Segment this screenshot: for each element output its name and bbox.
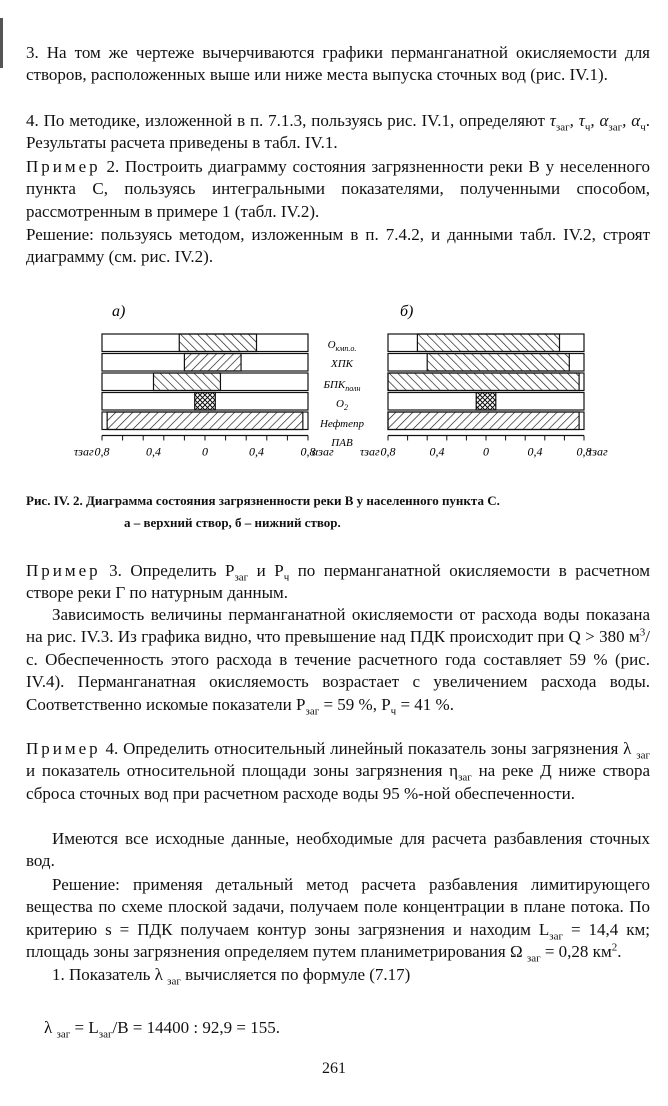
- panel-b-tick-label-1: 0,4: [429, 444, 445, 459]
- example-3-sub-b: ч: [283, 571, 290, 584]
- solution-2-text-c: = 0,28 км: [540, 942, 612, 962]
- alpha-sub: заг: [608, 121, 623, 134]
- panel-a-bar-4: [107, 412, 303, 430]
- caption-prefix: Рис. IV. 2.: [26, 493, 83, 508]
- example-4-sub-a: заг: [636, 749, 650, 762]
- example-4-label: Пример: [26, 739, 101, 758]
- data-paragraph: [26, 828, 650, 873]
- panel-b-bar-4: [388, 412, 579, 430]
- row-label-pav: ПАВ: [331, 437, 353, 449]
- indicator-sub: заг: [167, 975, 181, 988]
- example-3-sub-a: заг: [234, 571, 249, 584]
- method-text-a: 4. По методике, изложенной в п. 7.1.3, пользуясь рис. IV.1, определяют: [26, 111, 550, 130]
- panel-a-axis-right-label: αзаг: [312, 444, 334, 459]
- caption-line-2: а – верхний створ, б – нижний створ.: [124, 515, 341, 530]
- indicator-text-b: вычисляется по формуле (7.17): [180, 965, 411, 984]
- panel-b-bar-3: [476, 393, 496, 411]
- panel-a-bar-1: [184, 354, 241, 372]
- solution-2-sub-1: заг: [549, 930, 564, 943]
- solution-2-sup: 2: [611, 941, 618, 954]
- panel-b-label: б): [400, 303, 414, 320]
- panel-b: [388, 334, 584, 430]
- panel-a-tick-label-4: 0,8: [300, 444, 316, 459]
- tau-ch-symbol: , τ: [569, 111, 585, 130]
- panel-b-bar-1: [427, 354, 569, 372]
- indicator-text-a: 1. Показатель λ: [52, 965, 168, 984]
- figure-caption: [26, 490, 650, 534]
- panel-b-tick-label-4: 0,8: [576, 444, 592, 459]
- example-4-sub-b: заг: [458, 771, 472, 784]
- example-3-text-a: 3. Определить Р: [100, 561, 235, 580]
- panel-b-tick-label-0: 0,8: [380, 444, 396, 459]
- row-label-oil: Нефтепр: [319, 418, 365, 430]
- panel-b-bar-2: [388, 373, 579, 391]
- panel-b-tick-label-2: 0: [483, 444, 489, 459]
- axis-b: [360, 436, 608, 459]
- example-3-text-c: по перманганатной окисляемости в расчетном створе реки Г по натурным данным.: [26, 561, 651, 603]
- lambda-formula: [44, 1018, 280, 1041]
- panel-b-tick-label-3: 0,4: [527, 444, 543, 459]
- page-number: 261: [322, 1060, 346, 1077]
- panel-b-bar-0: [417, 334, 559, 352]
- panel-a-tick-label-3: 0,4: [249, 444, 264, 459]
- alpha-ch-sub: ч: [640, 121, 646, 134]
- tau-ch-sub: ч: [584, 121, 591, 134]
- indicator-paragraph: [26, 964, 650, 986]
- panel-b-axis-left-label: τзаг: [360, 444, 380, 459]
- example-2-text: 2. Построить диаграмму состояния загрязненности реки В у неселенного пункта С, пользуясь интегральными показателями, полученными способом, рассмотренным в примере 1 (табл. IV.2).: [26, 157, 650, 221]
- row-label-o2: $О_2$: [336, 398, 348, 412]
- panel-a-bar-0: [179, 334, 256, 352]
- data-text: Имеются все исходные данные, необходимые для расчета разбавления сточных вод.: [26, 829, 650, 871]
- example-3-label: Пример: [26, 561, 101, 580]
- axis-a: [74, 436, 334, 459]
- caption-line-1: Диаграмма состояния загрязненности реки В у населенного пункта С.: [82, 493, 500, 508]
- row-label-o-kmp: $О_{кмп.о.}$: [327, 339, 357, 353]
- formula-lambda: λ: [44, 1018, 57, 1037]
- scan-edge-mark: [0, 18, 3, 68]
- alpha-symbol: , α: [590, 111, 609, 130]
- dependency-paragraph: [26, 604, 650, 716]
- dependency-sub-2: ч: [390, 705, 397, 718]
- tau-sub: заг: [555, 121, 570, 134]
- formula-rest: /B = 14400 : 92,9 = 155.: [112, 1018, 280, 1037]
- alpha-ch-symbol: , α: [622, 111, 641, 130]
- dependency-text-c: = 59 %, Р: [319, 694, 391, 714]
- example-3: [26, 560, 650, 605]
- tau-symbol: τ: [549, 111, 556, 130]
- example-2: [26, 156, 650, 223]
- pollution-diagram: [0, 290, 668, 490]
- row-labels: [319, 339, 365, 449]
- panel-a-bar-3: [195, 393, 216, 411]
- dependency-sup: 3: [639, 626, 646, 639]
- formula-l: = L: [70, 1018, 99, 1037]
- row-label-bpk: $БПК_{полн}$: [323, 379, 361, 393]
- formula-l-sub: заг: [98, 1028, 113, 1041]
- solution-2-sub-2: заг: [526, 952, 541, 965]
- paragraph-method: [26, 110, 650, 155]
- example-4-text-b: и показатель относительной площади зоны загрязнения η: [26, 761, 459, 781]
- row-label-xpk: ХПК: [331, 358, 353, 370]
- solution-2: [26, 874, 650, 964]
- paragraph-graphs-text: 3. На том же чертеже вычерчиваются графики перманганатной окисляемости для створов, расположенных выше или ниже места выпуска сточных вод (рис. IV.1).: [26, 43, 650, 85]
- solution-1-text: Решение: пользуясь методом, изложенным в п. 7.4.2, и данными табл. IV.2, строят диаграмму (см. рис. IV.2).: [26, 225, 650, 267]
- panel-b-axis-right-label: τзаг: [588, 444, 608, 459]
- panel-a: [102, 334, 308, 430]
- dependency-text-d: = 41 %.: [396, 694, 454, 714]
- panel-a-label: а): [112, 303, 126, 320]
- panel-a-tick-label-2: 0: [202, 444, 208, 459]
- solution-2-text-b: = 14,4 км; площадь зоны загрязнения определяем путем планиметрирования Ω: [26, 919, 651, 962]
- dependency-text-a: Зависимость величины перманганатной окисляемости от расхода воды показана на рис. IV.3. Из графика видно, что превышение над ПДК происходит при Q > 380 м: [26, 605, 650, 647]
- paragraph-graphs: [26, 42, 650, 87]
- example-2-label: Пример: [26, 157, 101, 176]
- example-3-text-b: и Р: [248, 561, 284, 580]
- example-4: [26, 738, 650, 805]
- dependency-text-b: /с. Обеспеченность этого расхода в течение расчетного года составляет 59 % (рис. IV.4). Перманганатная окисляемость возрастает с увеличением расхода воды. Соответственно искомые показатели Р: [26, 627, 650, 714]
- example-4-text-a: 4. Определить относительный линейный показатель зоны загрязнения λ: [100, 739, 637, 758]
- solution-1: [26, 224, 650, 269]
- solution-2-text-a: Решение: применяя детальный метод расчета разбавления лимитирующего вещества по схеме плоской задачи, получаем поле концентрации в плане потока. По критерию s = ПДК получаем контур зоны загрязнения и находим L: [26, 875, 650, 939]
- panel-a-bar-2: [154, 373, 221, 391]
- solution-2-text-d: .: [617, 942, 622, 962]
- example-4-text-c: на реке Д ниже створа сброса сточных вод при расчетном расходе воды 95 %-ной обеспеченности.: [26, 761, 650, 803]
- panel-a-axis-left-label: τзаг: [74, 444, 94, 459]
- panel-a-tick-label-0: 0,8: [94, 444, 110, 459]
- formula-lambda-sub: заг: [56, 1028, 71, 1041]
- method-text-f: . Результаты расчета приведены в табл. IV.1.: [26, 111, 650, 153]
- panel-a-tick-label-1: 0,4: [146, 444, 161, 459]
- dependency-sub-1: заг: [305, 705, 320, 718]
